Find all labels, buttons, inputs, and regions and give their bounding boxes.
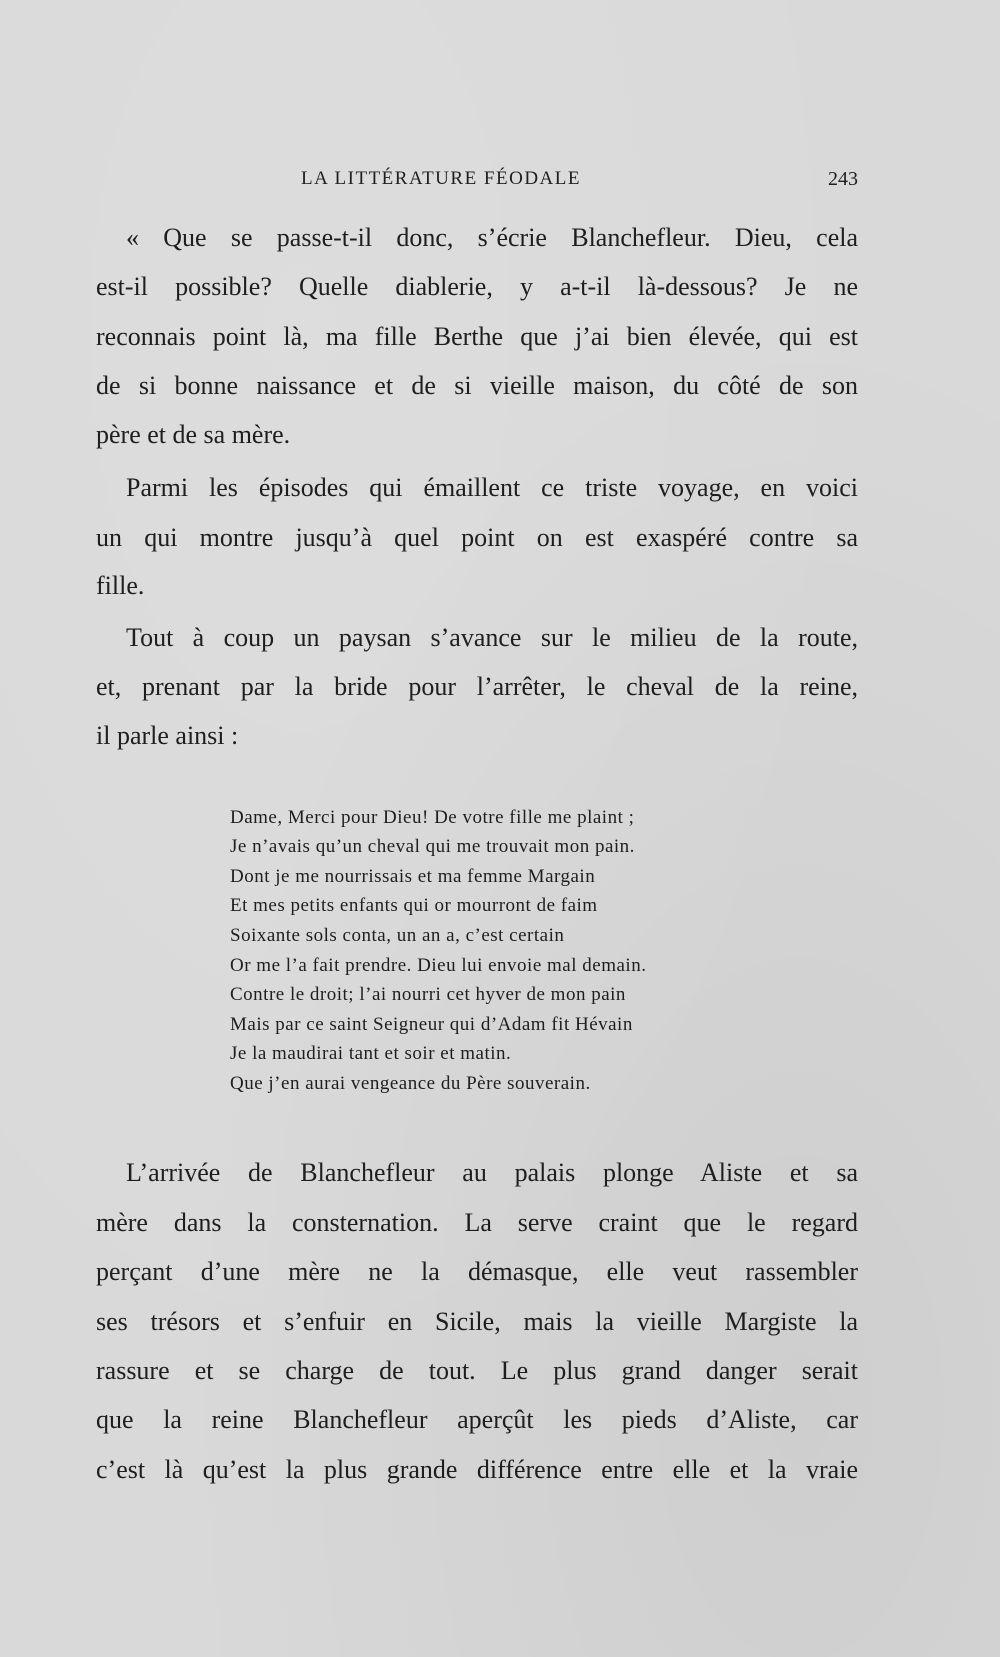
running-title: LA LITTÉRATURE FÉODALE	[301, 168, 581, 189]
text-line: reconnais point là, ma fille Berthe que j’ai bien élevée, qui est	[96, 322, 858, 351]
text-line: fille.	[96, 571, 145, 600]
text-line: il parle ainsi :	[96, 721, 239, 750]
text-line: de si bonne naissance et de si vieille maison, du côté de son	[96, 371, 858, 400]
verse-line: Que j’en aurai vengeance du Père souverain.	[230, 1073, 591, 1094]
verse-line: Et mes petits enfants qui or mourront de faim	[230, 895, 598, 916]
verse-line: Dame, Merci pour Dieu! De votre fille me plaint ;	[230, 807, 635, 828]
text-line: et, prenant par la bride pour l’arrêter, le cheval de la reine,	[96, 672, 858, 701]
text-line: c’est là qu’est la plus grande différence entre elle et la vraie	[96, 1455, 858, 1484]
text-line: mère dans la consternation. La serve craint que le regard	[96, 1208, 858, 1237]
text-line: perçant d’une mère ne la démasque, elle veut rassembler	[96, 1257, 858, 1286]
text-line: est-il possible? Quelle diablerie, y a-t-il là-dessous? Je ne	[96, 272, 858, 301]
running-head	[96, 168, 858, 196]
verse-line: Contre le droit; l’ai nourri cet hyver de mon pain	[230, 984, 626, 1005]
verse-line: Je n’avais qu’un cheval qui me trouvait mon pain.	[230, 836, 635, 857]
verse-line: Mais par ce saint Seigneur qui d’Adam fit Hévain	[230, 1014, 633, 1035]
text-line: un qui montre jusqu’à quel point on est exaspéré contre sa	[96, 523, 858, 552]
verse-line: Dont je me nourrissais et ma femme Margain	[230, 866, 596, 887]
verse-line: Je la maudirai tant et soir et matin.	[230, 1043, 512, 1064]
text-line: ses trésors et s’enfuir en Sicile, mais la vieille Margiste la	[96, 1307, 858, 1336]
text-line: « Que se passe-t-il donc, s’écrie Blanchefleur. Dieu, cela	[126, 223, 858, 252]
text-line: Parmi les épisodes qui émaillent ce triste voyage, en voici	[126, 473, 858, 502]
verse-line: Or me l’a fait prendre. Dieu lui envoie mal demain.	[230, 955, 647, 976]
text-line: que la reine Blanchefleur aperçût les pieds d’Aliste, car	[96, 1405, 858, 1434]
text-line: L’arrivée de Blanchefleur au palais plonge Aliste et sa	[126, 1158, 858, 1187]
text-line: Tout à coup un paysan s’avance sur le milieu de la route,	[126, 623, 858, 652]
page-number: 243	[828, 168, 858, 190]
text-line: père et de sa mère.	[96, 420, 291, 449]
text-line: rassure et se charge de tout. Le plus grand danger serait	[96, 1356, 858, 1385]
verse-line: Soixante sols conta, un an a, c’est certain	[230, 925, 565, 946]
